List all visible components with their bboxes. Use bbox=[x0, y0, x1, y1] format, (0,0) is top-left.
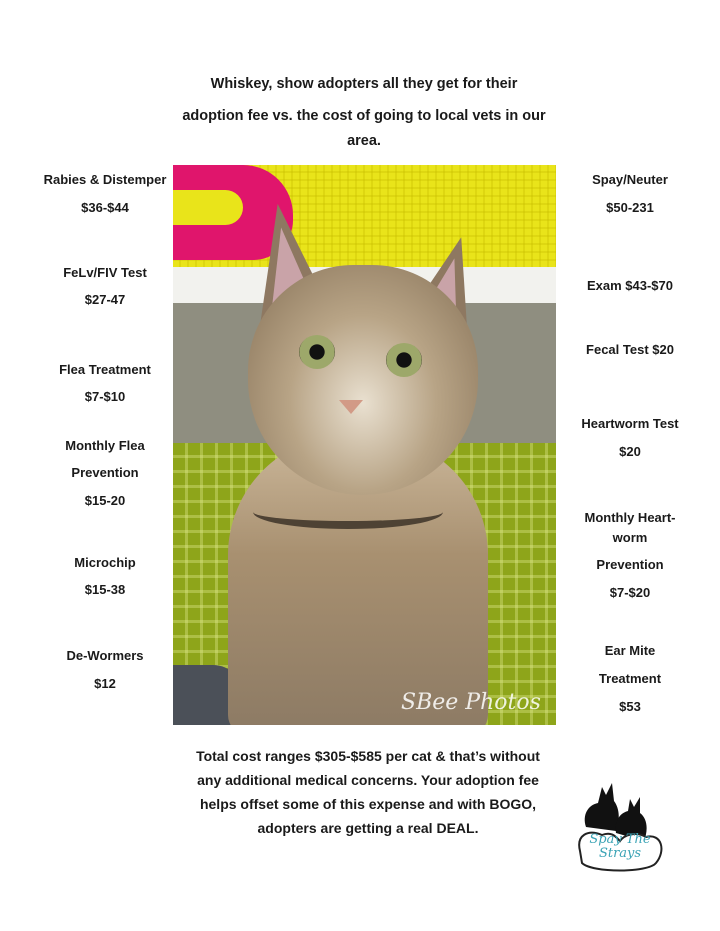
spay-the-strays-logo bbox=[572, 775, 668, 879]
item-monthly-heartworm-label-1: Monthly Heart- bbox=[584, 510, 676, 525]
footer-paragraph bbox=[168, 744, 568, 840]
item-ear-mite-label-2: Treatment bbox=[598, 671, 662, 686]
item-monthly-heartworm-label-2: worm bbox=[612, 530, 648, 545]
item-rabies-label: Rabies & Distemper bbox=[43, 172, 167, 187]
item-ear-mite-label-1: Ear Mite bbox=[604, 643, 656, 658]
item-flea-treatment-label: Flea Treatment bbox=[59, 362, 151, 377]
item-microchip-price: $15-38 bbox=[84, 582, 126, 597]
cat-nose bbox=[339, 400, 363, 414]
cat-eye-left bbox=[299, 335, 335, 369]
footer-line-3: helps offset some of this expense and with BOGO, bbox=[199, 796, 537, 812]
header-line-1: Whiskey, show adopters all they get for their bbox=[210, 76, 518, 92]
item-monthly-flea-price: $15-20 bbox=[84, 493, 126, 508]
item-flea-treatment-price: $7-$10 bbox=[84, 389, 126, 404]
footer-line-2: any additional medical concerns. Your adoption fee bbox=[197, 772, 539, 788]
header-line-2: adoption fee vs. the cost of going to local vets in our bbox=[182, 108, 546, 124]
item-fecal-test: Fecal Test $20 bbox=[586, 342, 674, 357]
footer-line-1: Total cost ranges $305-$585 per cat & that’s without bbox=[196, 748, 540, 764]
cat-eye-right bbox=[386, 343, 422, 377]
item-dewormers-label: De-Wormers bbox=[66, 648, 144, 663]
item-monthly-flea-label-2: Prevention bbox=[71, 465, 139, 480]
cats-silhouette-icon bbox=[572, 775, 668, 879]
item-felv-label: FeLv/FIV Test bbox=[63, 265, 147, 280]
item-heartworm-test-price: $20 bbox=[619, 444, 641, 459]
item-monthly-flea-label-1: Monthly Flea bbox=[65, 438, 145, 453]
item-monthly-heartworm-price: $7-$20 bbox=[609, 585, 651, 600]
cat-photo bbox=[173, 165, 556, 725]
item-heartworm-test-label: Heartworm Test bbox=[581, 416, 679, 431]
footer-line-4: adopters are getting a real DEAL. bbox=[257, 820, 479, 836]
item-exam: Exam $43-$70 bbox=[586, 278, 673, 293]
item-microchip-label: Microchip bbox=[74, 555, 136, 570]
header-line-3: area. bbox=[347, 133, 381, 149]
item-spay-neuter-label: Spay/Neuter bbox=[592, 172, 668, 187]
item-spay-neuter-price: $50-231 bbox=[606, 200, 654, 215]
item-monthly-heartworm-label-3: Prevention bbox=[596, 557, 664, 572]
item-ear-mite-price: $53 bbox=[619, 699, 641, 714]
photo-watermark: SBee Photos bbox=[401, 690, 541, 715]
item-felv-price: $27-47 bbox=[84, 292, 126, 307]
cat-head bbox=[248, 265, 478, 495]
cat-neck-stripe bbox=[253, 495, 443, 529]
logo-text-line-2: Strays bbox=[598, 846, 642, 861]
logo-text-line-1: Spay The bbox=[589, 832, 651, 847]
item-rabies-price: $36-$44 bbox=[81, 200, 129, 215]
item-dewormers-price: $12 bbox=[94, 676, 116, 691]
